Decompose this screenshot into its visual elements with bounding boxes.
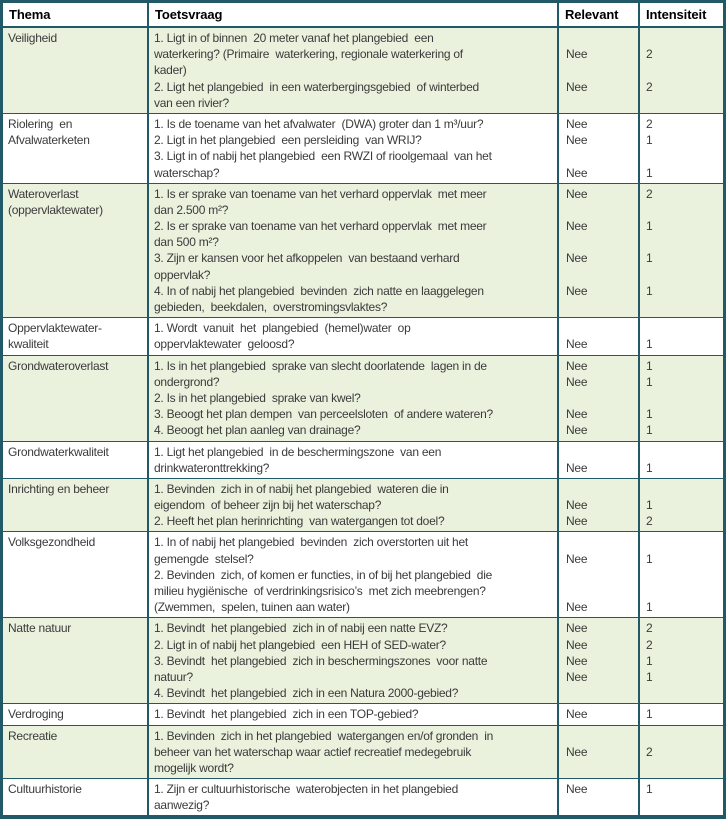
- table-body: [3, 28, 723, 815]
- intensity-value: [646, 267, 722, 283]
- table-row: [3, 28, 723, 113]
- question-line: 2. Ligt in het plangebied een persleiding van WRIJ?: [154, 133, 422, 148]
- table-row: [3, 355, 723, 441]
- question-line: 1. Bevinden zich in het plangebied watergangen en/of gronden in: [154, 728, 494, 743]
- relevant-cell: [557, 704, 638, 724]
- intensity-value: 2: [646, 637, 653, 652]
- intensity-value: [646, 797, 722, 813]
- intensity-value: [646, 234, 722, 250]
- intensity-value: 1: [646, 337, 653, 352]
- question-line: 4. Bevindt het plangebied zich in een Natura 2000-gebied?: [154, 686, 459, 701]
- intensity-value: 1: [646, 782, 653, 797]
- theme-cell: [3, 779, 147, 815]
- intensity-value: 2: [646, 514, 653, 529]
- intensity-value: [646, 320, 722, 336]
- relevant-value: [566, 202, 635, 218]
- question-line: 2. Ligt het plangebied in een waterbergingsgebied of winterbed: [154, 79, 479, 94]
- relevant-value: Nee: [566, 514, 588, 529]
- intensity-cell: [638, 184, 725, 318]
- question-line: (Zwemmen, spelen, tuinen aan water): [154, 600, 350, 615]
- question-line: 2. Is in het plangebied sprake van kwel?: [154, 390, 361, 405]
- question-line: 1. Bevinden zich in of nabij het plangebied wateren die in: [154, 481, 449, 496]
- theme-line: Inrichting en beheer: [8, 481, 110, 496]
- relevant-value: Nee: [566, 407, 588, 422]
- theme-line: Afvalwaterketen: [8, 133, 90, 148]
- relevant-value: [566, 728, 635, 744]
- table-row: [3, 183, 723, 318]
- relevant-cell: [557, 442, 638, 478]
- header-intensiteit: Intensiteit: [638, 3, 725, 26]
- relevant-value: [566, 567, 635, 583]
- theme-line: (oppervlaktewater): [8, 202, 103, 217]
- relevant-cell: [557, 618, 638, 703]
- intensity-value: [646, 95, 722, 111]
- relevant-value: Nee: [566, 47, 588, 62]
- intensity-cell: [638, 618, 725, 703]
- question-cell: [147, 618, 557, 703]
- intensity-value: [646, 728, 722, 744]
- theme-line: Natte natuur: [8, 621, 72, 636]
- relevant-value: [566, 30, 635, 46]
- question-line: 3. Beoogt het plan dempen van perceelsloten of andere wateren?: [154, 407, 493, 422]
- question-line: kader): [154, 63, 187, 78]
- relevant-value: [566, 267, 635, 283]
- relevant-cell: [557, 114, 638, 183]
- question-line: gebieden, beekdalen, overstromingsvlaktes?: [154, 300, 388, 314]
- table-row: [3, 113, 723, 183]
- relevant-value: Nee: [566, 782, 588, 797]
- relevant-value: Nee: [566, 165, 588, 180]
- header-relevant: Relevant: [557, 3, 638, 26]
- theme-cell: [3, 479, 147, 532]
- theme-cell: [3, 114, 147, 183]
- question-line: 1. Bevindt het plangebied zich in een TOP-gebied?: [154, 707, 419, 722]
- theme-line: Oppervlaktewater-: [8, 321, 102, 336]
- intensity-value: 2: [646, 79, 653, 94]
- intensity-value: [646, 685, 722, 701]
- question-line: 1. Is de toename van het afvalwater (DWA) groter dan 1 m³/uur?: [154, 116, 484, 131]
- question-cell: [147, 28, 557, 113]
- question-line: 1. Is in het plangebied sprake van slecht doorlatende lagen in de: [154, 358, 487, 373]
- question-line: 3. Ligt in of nabij het plangebied een RWZI of rioolgemaal van het: [154, 149, 492, 164]
- intensity-value: 1: [646, 358, 653, 373]
- theme-line: Volksgezondheid: [8, 535, 95, 550]
- intensity-value: 1: [646, 251, 653, 266]
- question-line: dan 500 m²?: [154, 235, 219, 250]
- relevant-value: Nee: [566, 374, 588, 389]
- relevant-value: Nee: [566, 283, 588, 298]
- intensity-value: 1: [646, 460, 653, 475]
- relevant-value: Nee: [566, 460, 588, 475]
- intensity-cell: [638, 479, 725, 532]
- relevant-value: [566, 481, 635, 497]
- relevant-value: Nee: [566, 251, 588, 266]
- question-line: gemengde stelsel?: [154, 551, 254, 566]
- relevant-value: Nee: [566, 669, 588, 684]
- intensity-value: 2: [646, 621, 653, 636]
- question-line: 2. Ligt in of nabij het plangebied een HEH of SED-water?: [154, 637, 446, 652]
- relevant-cell: [557, 356, 638, 441]
- intensity-value: [646, 202, 722, 218]
- table-row: [3, 725, 723, 779]
- intensity-value: [646, 62, 722, 78]
- relevant-cell: [557, 184, 638, 318]
- relevant-value: Nee: [566, 637, 588, 652]
- question-line: drinkwateronttrekking?: [154, 460, 270, 475]
- question-line: mogelijk wordt?: [154, 760, 234, 775]
- question-line: waterkering? (Primaire waterkering, regionale waterkering of: [154, 47, 463, 62]
- table-row: [3, 478, 723, 532]
- intensity-cell: [638, 779, 725, 815]
- intensity-value: [646, 534, 722, 550]
- relevant-value: [566, 95, 635, 111]
- theme-cell: [3, 356, 147, 441]
- relevant-cell: [557, 318, 638, 354]
- relevant-value: Nee: [566, 116, 588, 131]
- header-thema: Thema: [9, 7, 51, 22]
- intensity-value: [646, 390, 722, 406]
- intensity-value: 1: [646, 283, 653, 298]
- relevant-value: Nee: [566, 358, 588, 373]
- header-toetsvraag: Toetsvraag: [147, 3, 557, 26]
- question-cell: [147, 356, 557, 441]
- intensity-value: 1: [646, 653, 653, 668]
- question-cell: [147, 184, 557, 318]
- intensity-value: 1: [646, 669, 653, 684]
- question-line: eigendom of beheer zijn bij het waterschap?: [154, 498, 382, 513]
- question-line: natuur?: [154, 669, 193, 684]
- question-line: 2. Is er sprake van toename van het verhard oppervlak met meer: [154, 219, 487, 234]
- relevant-value: Nee: [566, 744, 588, 759]
- relevant-value: [566, 583, 635, 599]
- theme-cell: [3, 704, 147, 724]
- question-line: 3. Bevindt het plangebied zich in beschermingszones voor natte: [154, 653, 488, 668]
- question-cell: [147, 479, 557, 532]
- question-line: van een rivier?: [154, 95, 229, 110]
- relevant-value: [566, 760, 635, 776]
- intensity-value: [646, 30, 722, 46]
- table-header-row: [3, 3, 723, 28]
- question-line: oppervlaktewater geloosd?: [154, 337, 295, 352]
- question-line: 1. Ligt het plangebied in de beschermingszone van een: [154, 444, 442, 459]
- question-cell: [147, 726, 557, 779]
- relevant-cell: [557, 779, 638, 815]
- question-line: dan 2.500 m²?: [154, 202, 229, 217]
- intensity-value: 1: [646, 374, 653, 389]
- theme-line: Grondwateroverlast: [8, 358, 109, 373]
- intensity-cell: [638, 28, 725, 113]
- intensity-value: 2: [646, 116, 653, 131]
- question-line: 1. Is er sprake van toename van het verhard oppervlak met meer: [154, 186, 487, 201]
- intensity-cell: [638, 704, 725, 724]
- relevant-value: Nee: [566, 79, 588, 94]
- theme-line: Grondwaterkwaliteit: [8, 444, 109, 459]
- intensity-value: 1: [646, 551, 653, 566]
- relevant-value: [566, 390, 635, 406]
- theme-cell: [3, 442, 147, 478]
- question-line: 1. Zijn er cultuurhistorische waterobjecten in het plangebied: [154, 782, 459, 797]
- table-row: [3, 617, 723, 703]
- relevant-value: Nee: [566, 498, 588, 513]
- relevant-value: [566, 299, 635, 315]
- question-line: 1. Bevindt het plangebied zich in of nabij een natte EVZ?: [154, 621, 448, 636]
- relevant-value: [566, 62, 635, 78]
- theme-line: kwaliteit: [8, 337, 49, 352]
- table-row: [3, 317, 723, 354]
- relevant-value: [566, 444, 635, 460]
- intensity-value: [646, 148, 722, 164]
- theme-cell: [3, 618, 147, 703]
- question-line: 1. In of nabij het plangebied bevinden zich overstorten uit het: [154, 535, 468, 550]
- relevant-value: Nee: [566, 219, 588, 234]
- question-line: milieu hygiënische of verdrinkingsrisico’s met zich meebrengen?: [154, 584, 486, 598]
- intensity-cell: [638, 726, 725, 779]
- question-line: 3. Zijn er kansen voor het afkoppelen van bestaand verhard: [154, 251, 460, 266]
- intensity-value: 2: [646, 186, 653, 201]
- theme-line: Riolering en: [8, 116, 73, 131]
- question-cell: [147, 318, 557, 354]
- question-line: beheer van het waterschap waar actief recreatief medegebruik: [154, 744, 472, 759]
- relevant-value: Nee: [566, 337, 588, 352]
- relevant-value: [566, 320, 635, 336]
- intensity-value: [646, 760, 722, 776]
- question-line: 4. In of nabij het plangebied bevinden zich natte en laaggelegen: [154, 283, 484, 298]
- intensity-value: 2: [646, 47, 653, 62]
- relevant-value: [566, 685, 635, 701]
- relevant-value: Nee: [566, 551, 588, 566]
- theme-cell: [3, 726, 147, 779]
- theme-cell: [3, 184, 147, 318]
- table-row: [3, 703, 723, 724]
- theme-line: Cultuurhistorie: [8, 782, 82, 797]
- question-line: 4. Beoogt het plan aanleg van drainage?: [154, 423, 361, 438]
- intensity-cell: [638, 532, 725, 617]
- relevant-value: Nee: [566, 186, 588, 201]
- intensity-value: 1: [646, 133, 653, 148]
- intensity-value: [646, 299, 722, 315]
- relevant-value: [566, 148, 635, 164]
- intensity-cell: [638, 442, 725, 478]
- relevant-value: [566, 234, 635, 250]
- relevant-cell: [557, 532, 638, 617]
- intensity-value: 1: [646, 707, 653, 722]
- theme-line: Wateroverlast: [8, 186, 79, 201]
- intensity-value: 1: [646, 407, 653, 422]
- intensity-value: [646, 444, 722, 460]
- intensity-value: 1: [646, 165, 653, 180]
- question-cell: [147, 532, 557, 617]
- question-line: 1. Wordt vanuit het plangebied (hemel)water op: [154, 321, 411, 336]
- question-cell: [147, 779, 557, 815]
- relevant-value: Nee: [566, 423, 588, 438]
- intensity-cell: [638, 356, 725, 441]
- question-cell: [147, 704, 557, 724]
- question-cell: [147, 114, 557, 183]
- intensity-value: [646, 481, 722, 497]
- question-line: aanwezig?: [154, 798, 210, 813]
- question-cell: [147, 442, 557, 478]
- theme-line: Verdroging: [8, 707, 64, 722]
- table-row: [3, 441, 723, 478]
- relevant-value: Nee: [566, 621, 588, 636]
- question-line: 2. Heeft het plan herinrichting van watergangen tot doel?: [154, 514, 445, 529]
- relevant-value: Nee: [566, 600, 588, 615]
- relevant-value: Nee: [566, 653, 588, 668]
- intensity-value: 2: [646, 744, 653, 759]
- intensity-cell: [638, 114, 725, 183]
- intensity-value: [646, 567, 722, 583]
- table-row: [3, 531, 723, 617]
- relevant-value: Nee: [566, 707, 588, 722]
- relevant-cell: [557, 479, 638, 532]
- theme-cell: [3, 318, 147, 354]
- relevant-cell: [557, 28, 638, 113]
- theme-cell: [3, 532, 147, 617]
- question-line: waterschap?: [154, 165, 220, 180]
- question-line: ondergrond?: [154, 374, 220, 389]
- question-line: 1. Ligt in of binnen 20 meter vanaf het plangebied een: [154, 31, 434, 45]
- relevant-cell: [557, 726, 638, 779]
- theme-line: Veiligheid: [8, 31, 57, 45]
- theme-cell: [3, 28, 147, 113]
- question-line: 2. Bevinden zich, of komen er functies, in of bij het plangebied die: [154, 567, 493, 582]
- table-row: [3, 778, 723, 815]
- relevant-value: [566, 534, 635, 550]
- intensity-value: 1: [646, 219, 653, 234]
- intensity-value: 1: [646, 423, 653, 438]
- theme-line: Recreatie: [8, 728, 58, 743]
- relevant-value: [566, 797, 635, 813]
- intensity-value: [646, 583, 722, 599]
- question-line: oppervlak?: [154, 267, 211, 282]
- intensity-cell: [638, 318, 725, 354]
- intensity-value: 1: [646, 498, 653, 513]
- relevant-value: Nee: [566, 133, 588, 148]
- intensity-value: 1: [646, 600, 653, 615]
